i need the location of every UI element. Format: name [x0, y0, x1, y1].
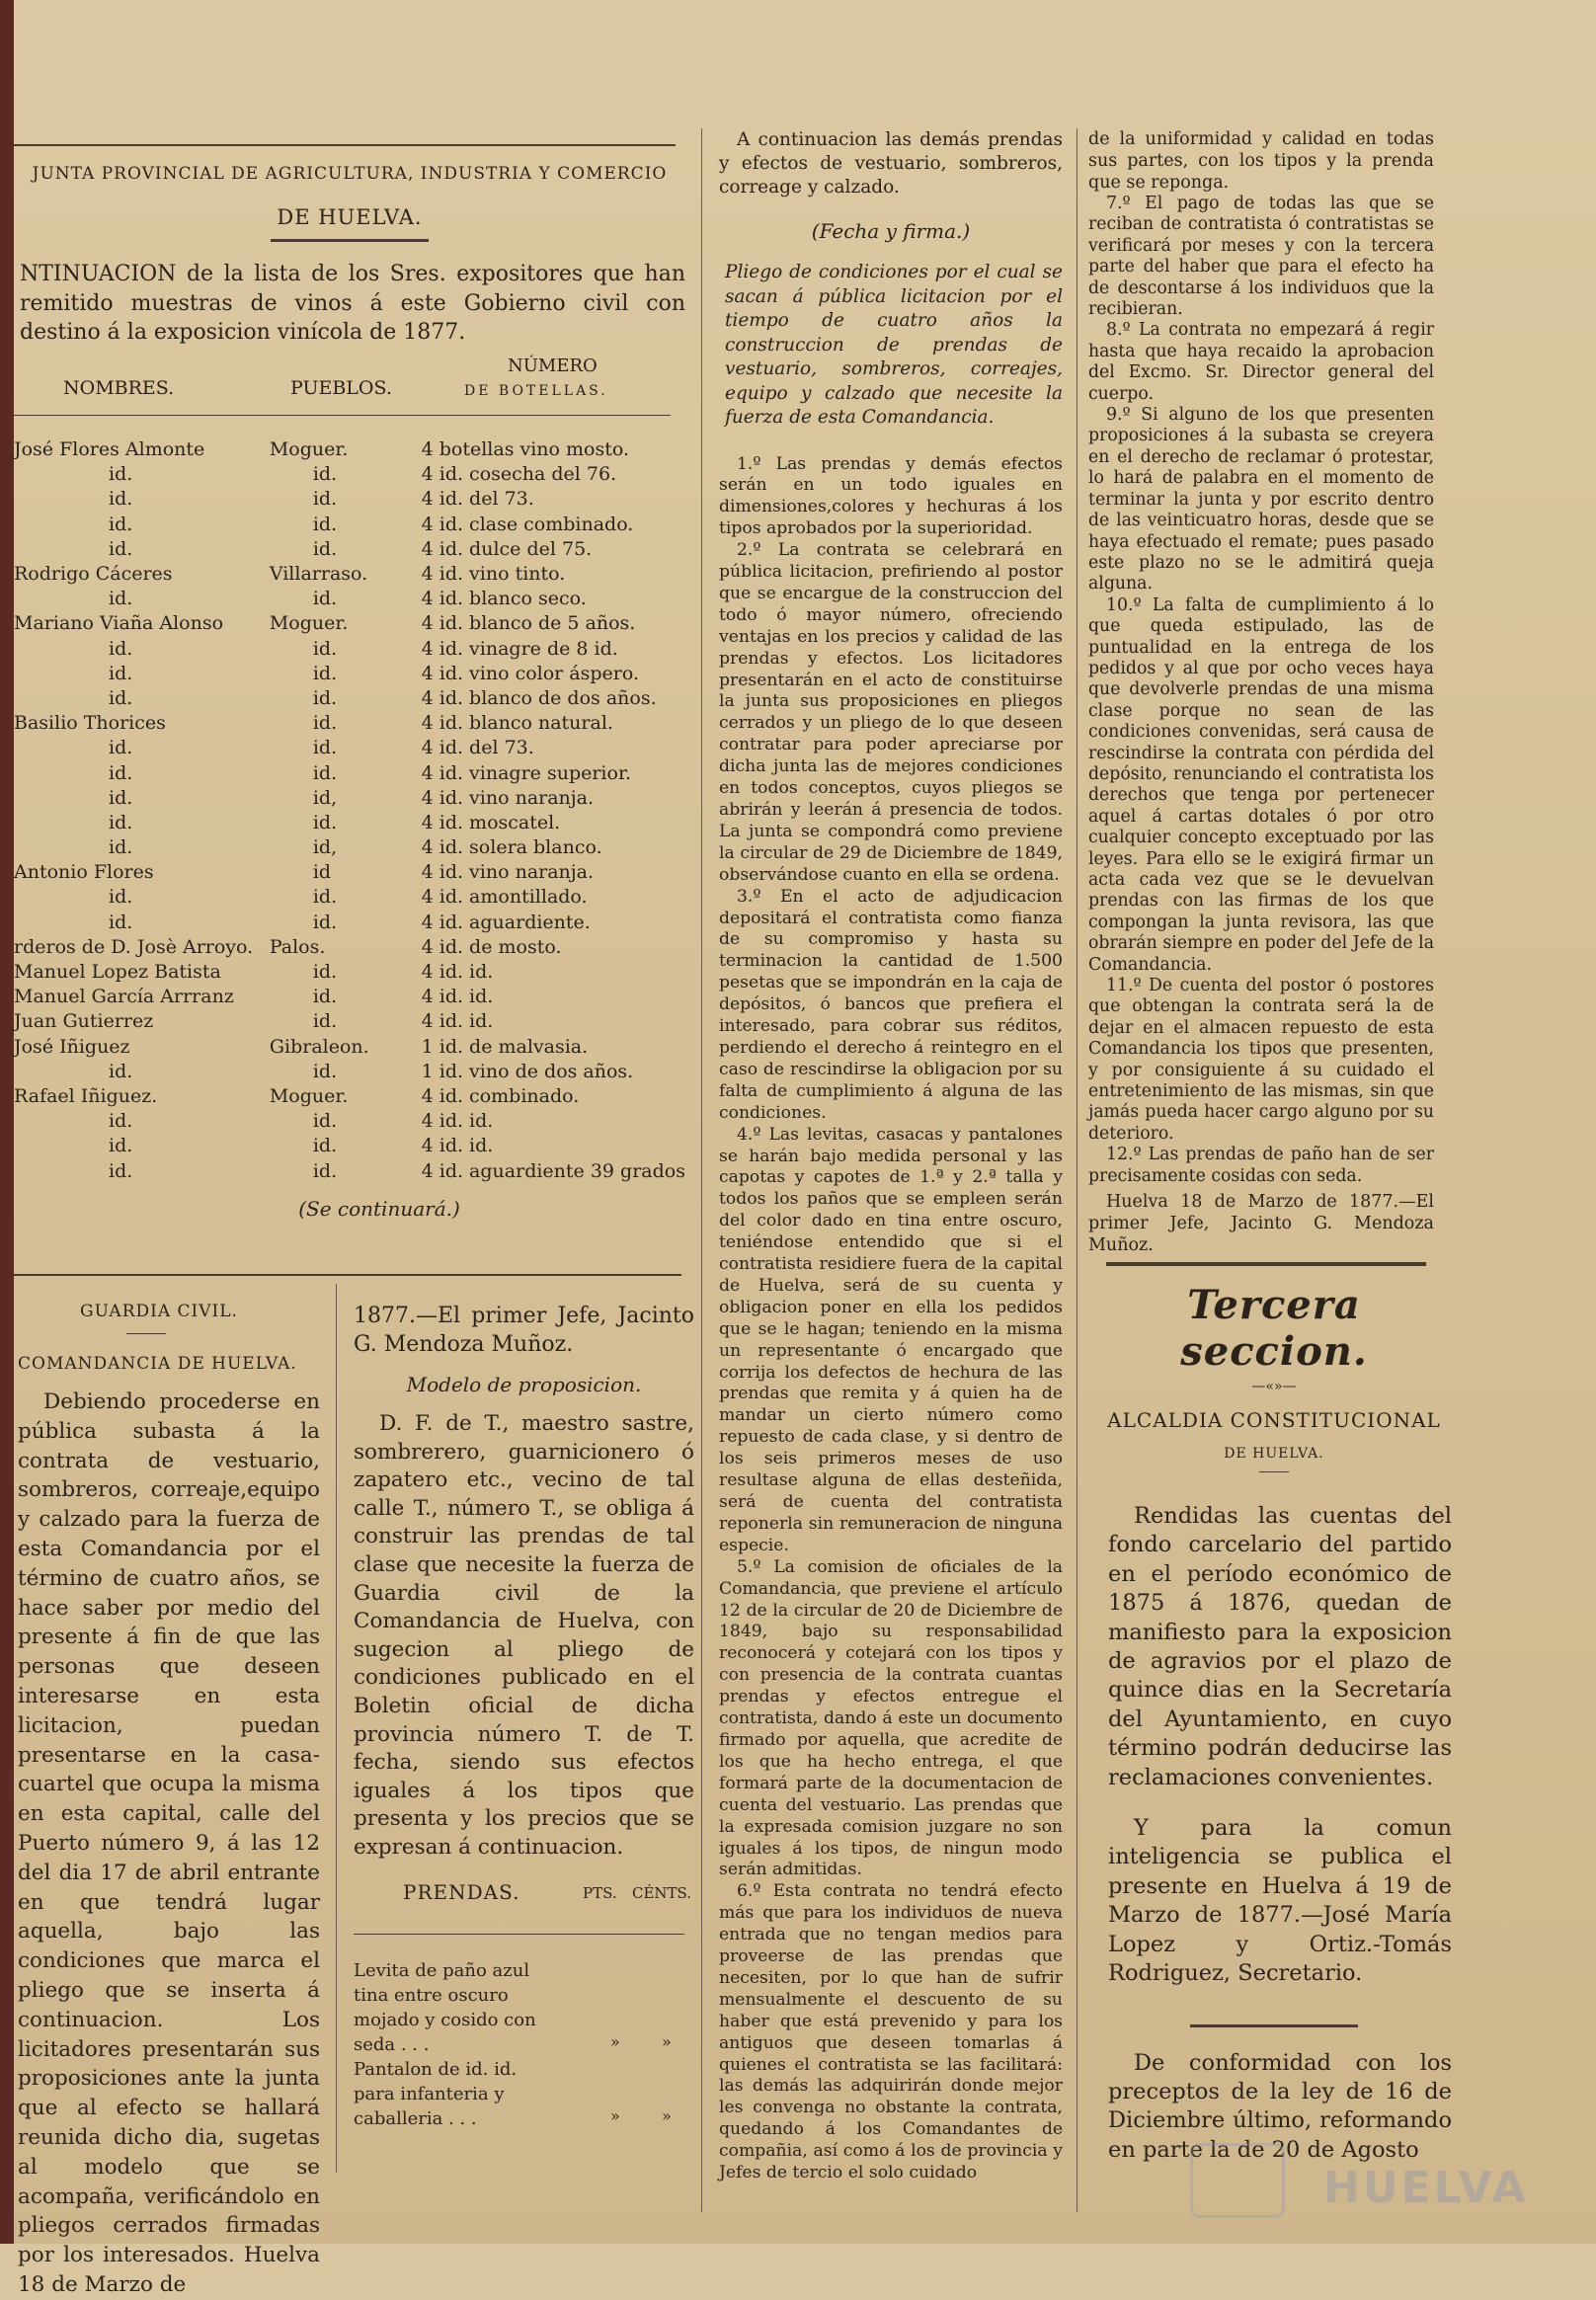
exhibitor-town: id. [312, 537, 338, 560]
exhibitor-name: id. [109, 911, 133, 933]
exhibitor-name: id. [109, 886, 133, 909]
table-row [14, 1083, 685, 1108]
exhibitor-name: Rafael Iñiguez. [14, 1084, 158, 1107]
guardia-title: GUARDIA CIVIL. [80, 1302, 238, 1321]
exhibitor-name: id. [109, 761, 133, 784]
exhibitor-town: id. [312, 811, 338, 833]
exhibitor-bottles: 4 id. vino color áspero. [421, 662, 640, 684]
watermark-logo [1190, 2143, 1285, 2218]
table-row [14, 437, 685, 462]
exhibitor-name: id. [109, 836, 133, 859]
exhibitor-name: id. [109, 1060, 133, 1082]
exhibitor-name: id. [109, 686, 133, 709]
column-separator-1 [701, 128, 702, 2212]
table-row [14, 1158, 685, 1183]
exhibitor-bottles: 4 id. blanco de 5 años. [421, 612, 636, 635]
condition-paragraph: 8.º La contrata no empezará á regir hasta que haya recaido la aprobacion del Excmo. Sr. Director general del cuerpo. [1088, 320, 1434, 404]
prenda-item-1-text: Levita de paño azul tina entre oscuro mojado y cosido con seda . . . [354, 1959, 536, 2055]
exhibitor-town: id. [312, 986, 338, 1008]
exhibitor-town: id. [312, 911, 338, 933]
exhibitor-bottles: 4 id. clase combinado. [421, 513, 634, 535]
exhibitor-name: id. [109, 1135, 133, 1157]
exhibitor-name: Basilio Thorices [14, 712, 166, 735]
column-separator-guardia [336, 1284, 337, 2173]
exhibitor-name: id. [109, 488, 133, 511]
exhibitor-town: id. [312, 686, 338, 709]
cuentas-text: Rendidas las cuentas del fondo carcelario del partido en el período económico de 1875 á 1876, quedan de manifiesto para la exposicion de agravios por el plazo de quince dias en la Secretaría del Ayuntamiento, en cuyo término podrán deducirse las reclamaciones convenientes. [1108, 1503, 1452, 1790]
exhibitor-bottles: 4 id. blanco seco. [421, 588, 587, 610]
exhibitor-name: id. [109, 537, 133, 560]
exhibitor-town: id. [312, 513, 338, 535]
exhibitor-town: id. [312, 637, 338, 660]
exhibitor-town: id. [312, 886, 338, 909]
exhibitor-bottles: 4 id. id. [421, 1010, 494, 1033]
exhibitor-bottles: 4 id. blanco natural. [421, 712, 613, 735]
exhibitor-town: id [312, 861, 332, 884]
ornament-rule-2 [1190, 2024, 1358, 2027]
exhibitor-town: id, [312, 786, 338, 809]
ornament-rule [271, 239, 429, 242]
table-row [14, 934, 685, 959]
exhibitor-town: id. [312, 761, 338, 784]
table-row [14, 685, 685, 710]
table-row [14, 860, 685, 885]
exhibitor-town: Moguer. [269, 612, 349, 635]
exhibitors-header [14, 352, 685, 409]
exhibitor-name: Mariano Viaña Alonso [14, 612, 224, 635]
exhibitor-town: id. [312, 712, 338, 735]
conformidad-text: De conformidad con los preceptos de la ley de 16 de Diciembre último, reformando en parte la de 20 de Agosto [1108, 2049, 1452, 2163]
exhibitor-bottles: 4 id. del 73. [421, 737, 534, 759]
table-top-rule [14, 415, 671, 416]
table-row [14, 910, 685, 934]
table-row [14, 835, 685, 860]
exhibitor-bottles: 1 id. de malvasia. [421, 1035, 589, 1058]
condition-paragraph: 11.º De cuenta del postor ó postores que obtengan la contrata será la de dejar en el almacen repuesto de esta Comandancia los tipos que presenten, y por consiguiente á su cuidado el entretenimiento de las mismas, sin que jamás pueda hacer cargo alguno por su deterioro. [1088, 976, 1434, 1144]
short-rule [126, 1333, 166, 1334]
junta-section [14, 158, 685, 1284]
table-row [14, 760, 685, 785]
cents-label: CÉNTS. [632, 1883, 692, 1902]
condition-paragraph: 9.º Si alguno de los que presenten proposiciones á la subasta se creyera en el derecho de reclamar ó protestar, lo hará de palabra en el momento de terminar la junta y por escrito dentro de las veinticuatro horas, desde que se haya efectuado el remate; pues pasado este plazo no se le admitirá queja alguna. [1088, 405, 1434, 595]
exhibitor-bottles: 4 id. moscatel. [421, 811, 561, 833]
condition-paragraph: 10.º La falta de cumplimiento á lo que queda estipulado, las de puntualidad en la entrega de los pedidos y al que por ocho veces haya que devolverle prendas de una misma clase porque no sean de las condiciones convenidas, será causa de rescindirse la contrata con pérdida del depósito, renunciando el contratista los derechos que tenga por pertenecer aquel á cartas dotales ó por otro cualquier concepto exceptuado por las leyes. Para ello se le exigirá firmar un acta cada vez que se le devuelvan prendas con las firmas de los que compongan la junta revisora, las que obrarán siempre en poder del Jefe de la Comandancia. [1088, 595, 1434, 975]
exhibitor-bottles: 4 botellas vino mosto. [421, 438, 630, 461]
table-row [14, 711, 685, 736]
exhibitor-bottles: 4 id. blanco de dos años. [421, 686, 657, 709]
alcaldia-subtitle: DE HUELVA. [1224, 1446, 1324, 1462]
exhibitor-bottles: 4 id. vinagre de 8 id. [421, 637, 618, 660]
table-row [14, 959, 685, 984]
exhibitor-town: id. [312, 1060, 338, 1082]
exhibitor-name: Rodrigo Cáceres [14, 563, 173, 586]
exhibitor-town: id. [312, 737, 338, 759]
table-row [14, 611, 685, 636]
exhibitor-name: Manuel García Arrranz [14, 986, 234, 1008]
binding-strip [0, 0, 14, 2244]
exhibitor-name: id. [109, 662, 133, 684]
tercera-title: Tercera seccion. [1180, 1282, 1368, 1375]
condition-paragraph: 5.º La comision de oficiales de la Comandancia, que previene el artículo 12 de la circular de 20 de Diciembre de 1849, bajo su responsabilidad reconocerá y cotejará con los tipos y con presencia de la contrata cuantas prendas y efectos entregue el contratista, dando á este un documento firmado por aquella, que acredite de los que ha hecho entrega, el que formará parte de la documentacion de cuenta del vestuario. Las prendas que la expresada comision juzgare no son iguales á los tipos, de ningun modo serán admitidas. [719, 1556, 1063, 1880]
header-pueblos: PUEBLOS. [290, 376, 392, 399]
exhibitor-bottles: 4 id. de mosto. [421, 935, 562, 958]
header-numero: NÚMERO [508, 355, 598, 376]
tercera-section [1096, 1282, 1452, 2230]
table-row [14, 487, 685, 512]
exhibitor-bottles: 4 id. amontillado. [421, 886, 588, 909]
guardia-subtitle: COMANDANCIA DE HUELVA. [18, 1354, 297, 1374]
exhibitor-name: José Flores Almonte [14, 438, 205, 461]
continuara-note: (Se continuará.) [298, 1197, 460, 1222]
guardia-column [18, 1302, 320, 2297]
table-row [14, 661, 685, 685]
exhibitor-bottles: 4 id. id. [421, 961, 494, 984]
exhibitor-town: id. [312, 961, 338, 984]
exhibitor-bottles: 4 id. vino naranja. [421, 861, 595, 884]
exhibitor-town: id. [312, 1135, 338, 1157]
exhibitors-table [14, 437, 685, 1184]
exhibitor-name: id. [109, 737, 133, 759]
guardia-body: Debiendo procederse en pública subasta á la contrata de vestuario, sombreros, correaje,equipo y calzado para la fuerza de esta Comandancia por el término de cuatro años, se hace saber por medio del presente á fin de que las personas que deseen interesarse en esta licitacion, puedan presentarse en la casa-cuartel que ocupa la misma en esta capital, calle del Puerto número 9, á las 12 del dia 17 de abril entrante en que tendrá lugar aquella, bajo las condiciones que marca el pliego que se inserta á continuacion. Los licitadores presentarán sus proposiciones ante la junta que al efecto se hallará reunida dicho dia, sugetas al modelo que se acompaña, verificándolo en pliegos cerrados firmadas por los interesados. Huelva 18 de Marzo de [18, 1389, 320, 2297]
exhibitor-name: id. [109, 1110, 133, 1133]
condition-paragraph: 6.º Esta contrata no tendrá efecto más que para los individuos de nueva entrada que no tengan medios para proveerse de las prendas que necesiten, por lo que han de sufrir mensualmente el descuento de su haber que está prevenido y para los antiguos que deseen tomarlas á quienes el contratista se las facilitará: las demás las adquirirán donde mejor les convenga no obstante la contrata, quedando á los Comandantes de compañia, así como á los de provincia y Jefes de tercio el solo cuidado [719, 1881, 1063, 2183]
exhibitor-name: id. [109, 463, 133, 486]
exhibitor-bottles: 4 id. combinado. [421, 1084, 580, 1107]
exhibitor-name: id. [109, 637, 133, 660]
tercera-ornament: —«»— [1251, 1379, 1297, 1394]
prenda-item-2-text: Pantalon de id. id. para infanteria y caballeria . . . [354, 2058, 518, 2129]
table-row [14, 785, 685, 810]
tercera-rule [1106, 1262, 1426, 1266]
short-rule-2 [1259, 1471, 1289, 1472]
junta-heading: JUNTA PROVINCIAL DE AGRICULTURA, INDUSTRIA Y COMERCIO [32, 164, 668, 184]
table-row [14, 1134, 685, 1158]
exhibitor-bottles: 4 id. id. [421, 1110, 494, 1133]
condition-paragraph: 4.º Las levitas, casacas y pantalones se harán bajo medida personal y las capotas y capotes de 1.ª y 2.ª talla y todos los paños que se empleen serán del color dado en tina entre oscuro, teniéndose entendido que si el contratista residiere fuera de la capital de Huelva, será de su cuenta y obligacion poner en ella los pedidos que se le hagan; teniendo en la misma un representante ó encargado que corrija los defectos de hechura de las prendas que remita y á quien ha de mandar un cierto número como repuesto de cada clase, y si dentro de los seis primeros meses de uso resultase alguna de ellas desteñida, será de cuenta del contratista reponerla sin remuneracion de ninguna especie. [719, 1124, 1063, 1555]
top-rule [14, 144, 676, 146]
exhibitor-town: Palos. [269, 935, 326, 958]
alcaldia-title: ALCALDIA CONSTITUCIONAL [1107, 1408, 1441, 1432]
table-row [14, 636, 685, 661]
exhibitor-bottles: 4 id. id. [421, 986, 494, 1008]
junta-intro: NTINUACION de la lista de los Sres. expositores que han remitido muestras de vinos á este Gobierno civil con destino á la exposicion vinícola de 1877. [20, 262, 685, 345]
dash-2b: » [662, 2105, 672, 2125]
prendas-rule [354, 1934, 684, 1935]
dash-2a: » [610, 2105, 620, 2125]
exhibitor-town: id. [312, 1110, 338, 1133]
junta-subheading: DE HUELVA. [277, 205, 423, 229]
exhibitor-bottles: 4 id. solera blanco. [421, 836, 602, 859]
table-row [14, 1009, 685, 1034]
condition-paragraph: 7.º El pago de todas las que se reciban de contratista ó contratistas se verificará por meses y con la tercera parte del haber que para el efecto ha de descontarse á los individuos que la recibieran. [1088, 194, 1434, 320]
prendas-title: PRENDAS. [403, 1879, 520, 1904]
exhibitor-name: id. [109, 811, 133, 833]
comun-text: Y para la comun inteligencia se publica el presente en Huelva á 19 de Marzo de 1877.—José María Lopez y Ortiz.-Tomás Rodriguez, Secretario. [1108, 1815, 1452, 1987]
exhibitor-name: id. [109, 1159, 133, 1182]
pliego-column [719, 128, 1063, 2183]
condition-paragraph: 3.º En el acto de adjudicacion depositará el contratista como fianza de su compromiso y hasta su terminacion la cantidad de 1.500 pesetas que se impondrán en la caja de depósitos, ó bancos que prefiera el interesado, para cobrar sus réditos, perdiendo el derecho á reintegro en el caso de rescindirse la obligacion por su falta de cumplimiento á alguna de las condiciones. [719, 886, 1063, 1123]
dash-1a: » [610, 2031, 620, 2051]
prenda-item-2 [354, 2057, 694, 2132]
exhibitor-town: id, [312, 836, 338, 859]
prenda-item-1 [354, 1958, 694, 2057]
table-row [14, 462, 685, 487]
table-row [14, 736, 685, 760]
table-row [14, 587, 685, 611]
exhibitor-name: id. [109, 588, 133, 610]
exhibitor-name: id. [109, 786, 133, 809]
exhibitor-town: id. [312, 1010, 338, 1033]
exhibitor-bottles: 4 id. cosecha del 76. [421, 463, 617, 486]
watermark-text: HUELVA [1323, 2163, 1529, 2213]
exhibitor-bottles: 1 id. vino de dos años. [421, 1060, 634, 1082]
table-row [14, 985, 685, 1009]
prendas-header [354, 1878, 694, 1912]
exhibitor-town: id. [312, 1159, 338, 1182]
fecha-firma: (Fecha y firma.) [811, 219, 971, 243]
pliego-title: Pliego de condiciones por el cual se sacan á pública licitacion por el tiempo de cuatro años la construccion de prendas de vestuario, sombreros, correajes, equipo y calzado que necesite la fuerza de esta Comandancia. [725, 262, 1063, 428]
pliego-intro: A continuacion las demás prendas y efectos de vestuario, sombreros, correage y calzado. [719, 129, 1063, 198]
guardia-sign: 1877.—El primer Jefe, Jacinto G. Mendoza Muñoz. [354, 1304, 694, 1357]
exhibitor-name: rderos de D. Josè Arroyo. [14, 935, 254, 958]
table-row [14, 885, 685, 910]
modelo-text: D. F. de T., maestro sastre, sombrerero, guarnicionero ó zapatero etc., vecino de tal calle T., número T., se obliga á construir las prendas de tal clase que necesite la fuerza de Guardia civil de la Comandancia de Huelva, con sugecion al pliego de condiciones publicado en el Boletin oficial de dicha provincia número T. de T. fecha, siendo sus efectos iguales á los tipos que presenta y los precios que se expresan á continuacion. [354, 1411, 694, 1860]
exhibitor-name: José Iñiguez [14, 1035, 130, 1058]
col4-conditions [1088, 194, 1434, 1187]
header-botellas: DE BOTELLAS. [464, 382, 608, 399]
exhibitor-bottles: 4 id. aguardiente. [421, 911, 591, 933]
condition-paragraph: 1.º Las prendas y demás efectos serán en un todo iguales en dimensiones,colores y hechuras á los tipos aprobados por la superioridad. [719, 453, 1063, 539]
header-nombres: NOMBRES. [63, 376, 175, 399]
condition-paragraph: 12.º Las prendas de paño han de ser precisamente cosidas con seda. [1088, 1145, 1434, 1186]
table-row [14, 1109, 685, 1134]
guardia-column-b [354, 1302, 694, 2181]
exhibitor-town: id. [312, 463, 338, 486]
exhibitor-name: Antonio Flores [14, 861, 154, 884]
table-row [14, 1034, 685, 1059]
col4-cont: de la uniformidad y calidad en todas sus partes, con los tipos y la prenda que se reponga. [1088, 129, 1434, 193]
exhibitor-name: id. [109, 513, 133, 535]
exhibitor-town: id. [312, 488, 338, 511]
exhibitor-town: Moguer. [269, 1084, 349, 1107]
exhibitor-bottles: 4 id. id. [421, 1135, 494, 1157]
modelo-title: Modelo de proposicion. [406, 1373, 642, 1396]
exhibitor-town: id. [312, 662, 338, 684]
exhibitor-bottles: 4 id. vino tinto. [421, 563, 566, 586]
table-row [14, 536, 685, 561]
exhibitor-bottles: 4 id. vinagre superior. [421, 761, 631, 784]
table-row [14, 561, 685, 586]
exhibitor-name: Manuel Lopez Batista [14, 961, 221, 984]
exhibitor-town: id. [312, 588, 338, 610]
pliego-conditions [719, 454, 1063, 2185]
dash-1b: » [662, 2031, 672, 2051]
table-row [14, 512, 685, 536]
exhibitor-town: Villarraso. [269, 563, 368, 586]
junta-bottom-rule [14, 1274, 681, 1276]
table-row [14, 1059, 685, 1083]
condition-paragraph: 2.º La contrata se celebrará en pública licitacion, prefiriendo al postor que se encargue de la construccion del todo ó mayor número, ofreciendo ventajas en los precios y calidad de las prendas y efectos. Los licitadores presentarán en el acto de constituirse la junta sus proposiciones en pliegos cerrados y un pliego de lo que deseen contratar para poder apreciarse por dicha junta las de mejores condiciones en todos conceptos, cuyos pliegos se abrirán y leerán á presencia de todos. La junta se compondrá como previene la circular de 29 de Diciembre de 1849, observándose cuanto en ella se ordena. [719, 540, 1063, 885]
col4 [1088, 128, 1434, 1256]
col4-sign: Huelva 18 de Marzo de 1877.—El primer Jefe, Jacinto G. Mendoza Muñoz. [1088, 1192, 1434, 1256]
exhibitor-name: Juan Gutierrez [14, 1010, 154, 1033]
exhibitor-bottles: 4 id. del 73. [421, 488, 534, 511]
pts-label: PTS. [583, 1883, 617, 1902]
exhibitor-bottles: 4 id. dulce del 75. [421, 537, 593, 560]
exhibitor-bottles: 4 id. vino naranja. [421, 786, 595, 809]
exhibitor-town: Gibraleon. [269, 1035, 369, 1058]
exhibitor-town: Moguer. [269, 438, 349, 461]
exhibitor-bottles: 4 id. aguardiente 39 grados [421, 1159, 685, 1182]
table-row [14, 810, 685, 834]
